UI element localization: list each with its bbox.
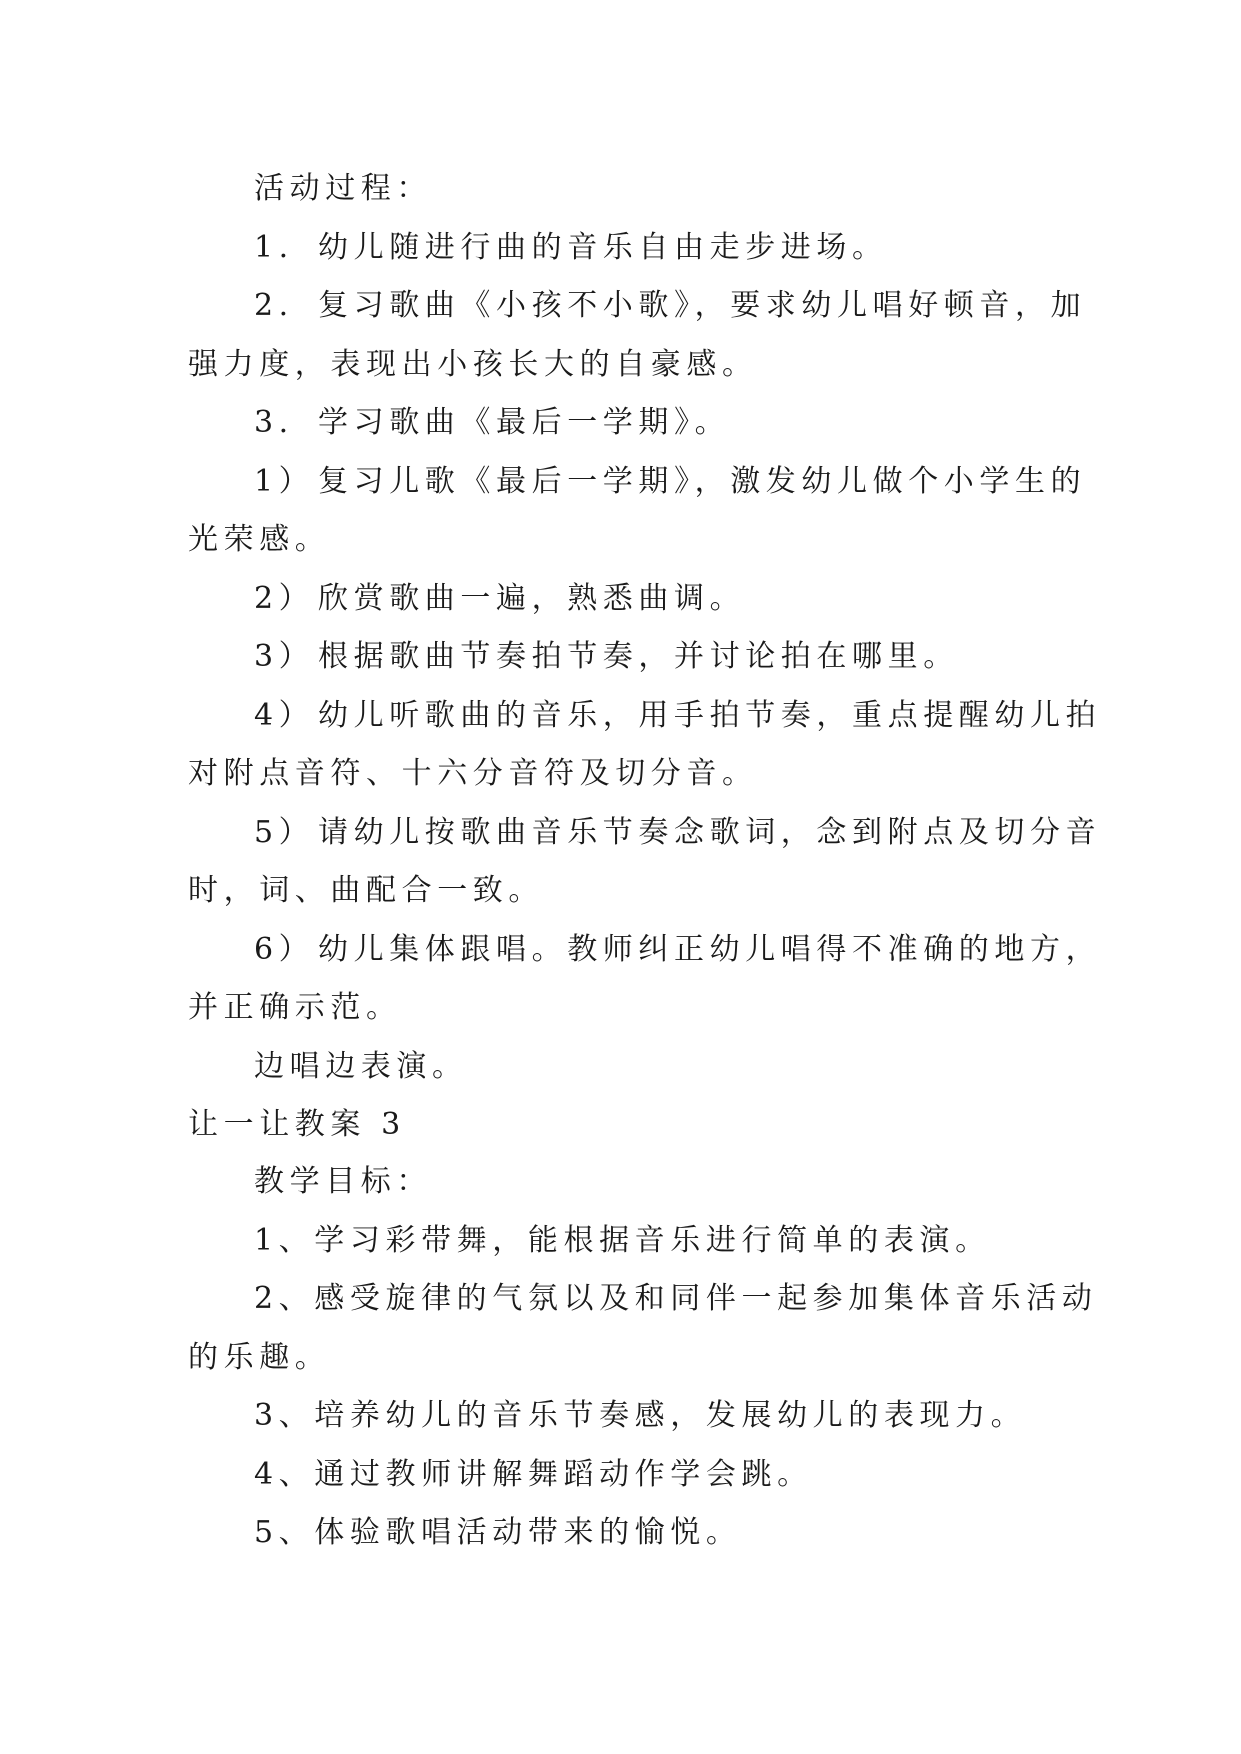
goal-item: 3、培养幼儿的音乐节奏感，发展幼儿的表现力。 bbox=[254, 1398, 1027, 1433]
teaching-goals-heading: 教学目标： bbox=[254, 1164, 432, 1199]
list-item: 1. 幼儿随进行曲的音乐自由走步进场。 bbox=[188, 219, 1058, 278]
item-number: 3） bbox=[254, 639, 315, 674]
goal-item: 1、学习彩带舞，能根据音乐进行简单的表演。 bbox=[254, 1222, 991, 1258]
sub-list-item: 2） 欣赏歌曲一遍，熟悉曲调。 bbox=[188, 570, 1058, 629]
sub-list-item-continuation: 光荣感。 bbox=[188, 522, 331, 557]
list-item: 3. 学习歌曲《最后一学期》。 bbox=[188, 394, 1058, 453]
sub-list-item-continuation: 时，词、曲配合一致。 bbox=[188, 873, 544, 908]
goal-item: 5、体验歌唱活动带来的愉悦。 bbox=[254, 1515, 742, 1550]
activity-process-heading: 活动过程： bbox=[254, 171, 432, 206]
sub-list-item: 5） 请幼儿按歌曲音乐节奏念歌词，念到附点及切分音 bbox=[188, 804, 1058, 863]
item-number: 3. bbox=[254, 405, 294, 440]
list-item: 2. 复习歌曲《小孩不小歌》，要求幼儿唱好顿音，加 bbox=[188, 277, 1058, 336]
paragraph: 边唱边表演。 bbox=[254, 1048, 468, 1084]
item-number: 6） bbox=[254, 931, 315, 967]
item-number: 2） bbox=[254, 580, 315, 616]
item-number: 5） bbox=[254, 814, 315, 850]
sub-list-item: 1） 复习儿歌《最后一学期》，激发幼儿做个小学生的 bbox=[188, 453, 1058, 512]
item-number: 4） bbox=[254, 697, 315, 733]
item-number: 1） bbox=[254, 463, 315, 499]
sub-list-item: 3） 根据歌曲节奏拍节奏，并讨论拍在哪里。 bbox=[188, 628, 1058, 687]
goal-item: 2、感受旋律的气氛以及和同伴一起参加集体音乐活动 bbox=[254, 1281, 1098, 1316]
sub-list-item: 6） 幼儿集体跟唱。教师纠正幼儿唱得不准确的地方， bbox=[188, 921, 1058, 980]
sub-list-item: 4） 幼儿听歌曲的音乐，用手拍节奏，重点提醒幼儿拍 bbox=[188, 687, 1058, 746]
sub-list-item-continuation: 并正确示范。 bbox=[188, 990, 402, 1025]
list-item-continuation: 强力度，表现出小孩长大的自豪感。 bbox=[188, 346, 758, 382]
goal-item: 4、通过教师讲解舞蹈动作学会跳。 bbox=[254, 1456, 813, 1492]
sub-list-item-continuation: 对附点音符、十六分音符及切分音。 bbox=[188, 756, 758, 791]
item-number: 1. bbox=[254, 229, 294, 265]
item-number: 2. bbox=[254, 288, 294, 323]
document-body bbox=[188, 160, 1102, 1563]
goal-item-continuation: 的乐趣。 bbox=[188, 1339, 331, 1375]
section-heading: 让一让教案 3 bbox=[188, 1107, 406, 1142]
